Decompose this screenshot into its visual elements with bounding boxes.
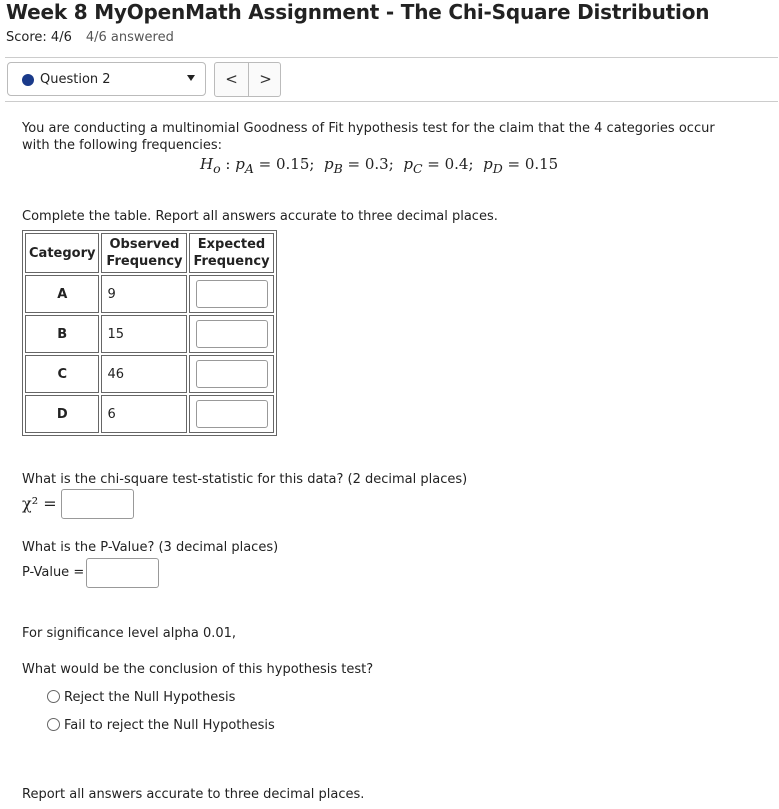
significance-text: For significance level alpha 0.01,: [22, 626, 237, 641]
chi-square-input[interactable]: [61, 489, 134, 519]
chi-square-label: χ² =: [22, 494, 57, 513]
expected-input-b[interactable]: [196, 320, 268, 348]
expected-cell: [189, 315, 273, 353]
table-row: [25, 275, 274, 313]
table-header-row: [25, 233, 274, 273]
divider: [5, 101, 778, 102]
observed-cell: 6: [101, 395, 187, 433]
category-cell: A: [25, 275, 99, 313]
pvalue-label: P-Value =: [22, 565, 85, 580]
observed-cell: 15: [101, 315, 187, 353]
expected-cell: [189, 275, 273, 313]
question-nav: [214, 62, 281, 97]
option-fail-to-reject[interactable]: [47, 718, 275, 733]
chevron-down-icon: [187, 75, 195, 81]
option-label: Reject the Null Hypothesis: [64, 690, 236, 705]
chi-square-question: What is the chi-square test-statistic for this data? (2 decimal places): [22, 472, 468, 487]
expected-input-a[interactable]: [196, 280, 268, 308]
question-select[interactable]: [7, 62, 206, 96]
score-line: [6, 30, 174, 45]
radio-button[interactable]: [47, 690, 60, 703]
header-category: Category: [25, 233, 99, 273]
observed-cell: 9: [101, 275, 187, 313]
divider: [5, 57, 778, 58]
pvalue-question: What is the P-Value? (3 decimal places): [22, 540, 279, 555]
table-instruction: Complete the table. Report all answers accurate to three decimal places.: [22, 209, 498, 224]
option-reject[interactable]: [47, 690, 235, 705]
pvalue-input[interactable]: [86, 558, 159, 588]
header-observed: Observed Frequency: [101, 233, 187, 273]
category-cell: D: [25, 395, 99, 433]
hypothesis-formula: $H_o$ : $p_A = 0.15$; $p_B = 0.3$; $p_C = 0.4$; $p_D = 0.15$: [200, 155, 559, 176]
header-expected: Expected Frequency: [189, 233, 273, 273]
question-status-dot: [22, 74, 34, 86]
prev-question-button[interactable]: <: [225, 70, 238, 88]
footer-note: Report all answers accurate to three decimal places.: [22, 787, 365, 802]
expected-cell: [189, 395, 273, 433]
observed-cell: 46: [101, 355, 187, 393]
question-select-label: Question 2: [40, 72, 111, 87]
answered-text: 4/6 answered: [85, 30, 174, 45]
next-question-button[interactable]: >: [248, 63, 282, 96]
conclusion-question: What would be the conclusion of this hypothesis test?: [22, 662, 374, 677]
page-title: Week 8 MyOpenMath Assignment - The Chi-Square Distribution: [6, 0, 710, 24]
question-intro: You are conducting a multinomial Goodness of Fit hypothesis test for the claim that the 4 categories occur with the following frequencies:: [22, 121, 715, 153]
expected-input-c[interactable]: [196, 360, 268, 388]
category-cell: B: [25, 315, 99, 353]
score-text: Score: 4/6: [6, 30, 72, 45]
table-row: [25, 395, 274, 433]
frequency-table: [22, 230, 277, 436]
table-row: [25, 315, 274, 353]
expected-cell: [189, 355, 273, 393]
option-label: Fail to reject the Null Hypothesis: [64, 718, 275, 733]
category-cell: C: [25, 355, 99, 393]
expected-input-d[interactable]: [196, 400, 268, 428]
radio-button[interactable]: [47, 718, 60, 731]
table-row: [25, 355, 274, 393]
